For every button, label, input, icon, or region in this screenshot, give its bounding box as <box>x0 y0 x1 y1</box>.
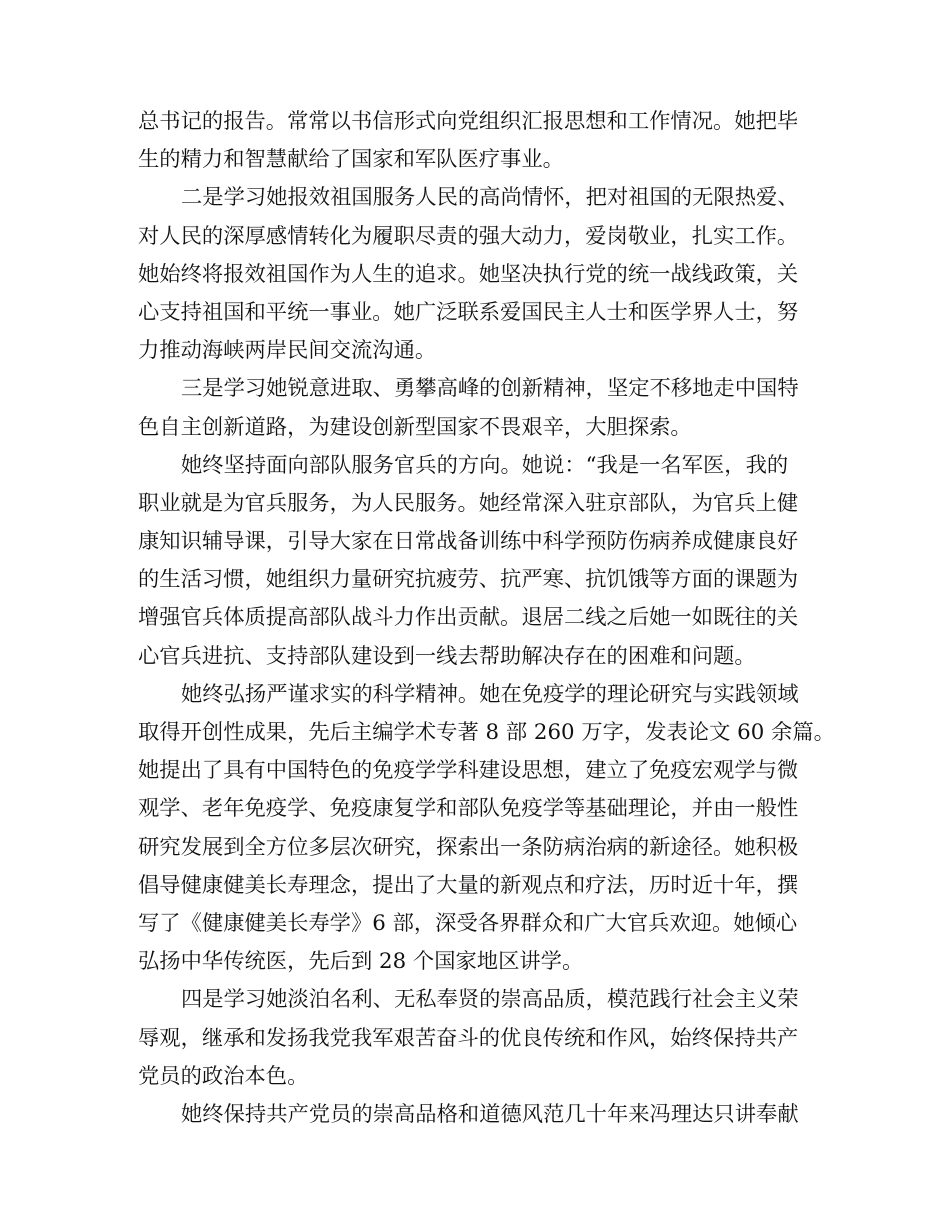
text-line: 对人民的深厚感情转化为履职尽责的强大动力，爱岗敬业，扎实工作。 <box>138 223 799 249</box>
text-line: 辱观，继承和发扬我党我军艰苦奋斗的优良传统和作风，始终保持共产 <box>138 1025 799 1051</box>
text-line: 观学、老年免疫学、免疫康复学和部队免疫学等基础理论，并由一般性 <box>138 796 799 822</box>
text-line: 她提出了具有中国特色的免疫学学科建设思想，建立了免疫宏观学与微 <box>138 758 799 784</box>
text-line: 弘扬中华传统医，先后到 28 个国家地区讲学。 <box>138 949 584 975</box>
paragraph-first-line: 她终坚持面向部队服务官兵的方向。她说：“我是一名军医，我的 <box>181 452 789 478</box>
text-line: 色自主创新道路，为建设创新型国家不畏艰辛，大胆探索。 <box>138 414 692 440</box>
paragraph-first-line: 她终弘扬严谨求实的科学精神。她在免疫学的理论研究与实践领域 <box>181 681 799 707</box>
document-body <box>138 103 835 1134</box>
paragraph-first-line: 三是学习她锐意进取、勇攀高峰的创新精神，坚定不移地走中国特 <box>181 376 799 402</box>
text-line: 党员的政治本色。 <box>138 1063 309 1089</box>
text-line: 康知识辅导课，引导大家在日常战备训练中科学预防伤病养成健康良好 <box>138 529 799 555</box>
text-line: 她始终将报效祖国作为人生的追求。她坚决执行党的统一战线政策，关 <box>138 261 799 287</box>
paragraph-first-line: 她终保持共产党员的崇高品格和道德风范几十年来冯理达只讲奉献 <box>181 1101 799 1127</box>
text-line: 心官兵进抗、支持部队建设到一线去帮助解决存在的困难和问题。 <box>138 643 756 669</box>
paragraph-first-line: 二是学习她报效祖国服务人民的高尚情怀，把对祖国的无限热爱、 <box>181 185 799 211</box>
text-line: 生的精力和智慧献给了国家和军队医疗事业。 <box>138 147 564 173</box>
text-line: 心支持祖国和平统一事业。她广泛联系爱国民主人士和医学界人士，努 <box>138 299 799 325</box>
text-line: 职业就是为官兵服务，为人民服务。她经常深入驻京部队，为官兵上健 <box>138 490 799 516</box>
paragraph-first-line: 四是学习她淡泊名利、无私奉贤的崇高品质，模范践行社会主义荣 <box>181 987 799 1013</box>
text-line: 取得开创性成果，先后主编学术专著 8 部 260 万字，发表论文 60 余篇。 <box>138 720 835 745</box>
text-line: 力推动海峡两岸民间交流沟通。 <box>138 338 437 364</box>
text-line: 的生活习惯，她组织力量研究抗疲劳、抗严寒、抗饥饿等方面的课题为 <box>138 567 799 593</box>
text-line: 研究发展到全方位多层次研究，探索出一条防病治病的新途径。她积极 <box>138 834 799 860</box>
text-line: 总书记的报告。常常以书信形式向党组织汇报思想和工作情况。她把毕 <box>138 109 799 134</box>
text-line: 写了《健康健美长寿学》6 部，深受各界群众和广大官兵欢迎。她倾心 <box>138 910 798 936</box>
text-line: 增强官兵体质提高部队战斗力作出贡献。退居二线之后她一如既往的关 <box>138 605 799 631</box>
text-line: 倡导健康健美长寿理念，提出了大量的新观点和疗法，历时近十年，撰 <box>138 872 799 898</box>
